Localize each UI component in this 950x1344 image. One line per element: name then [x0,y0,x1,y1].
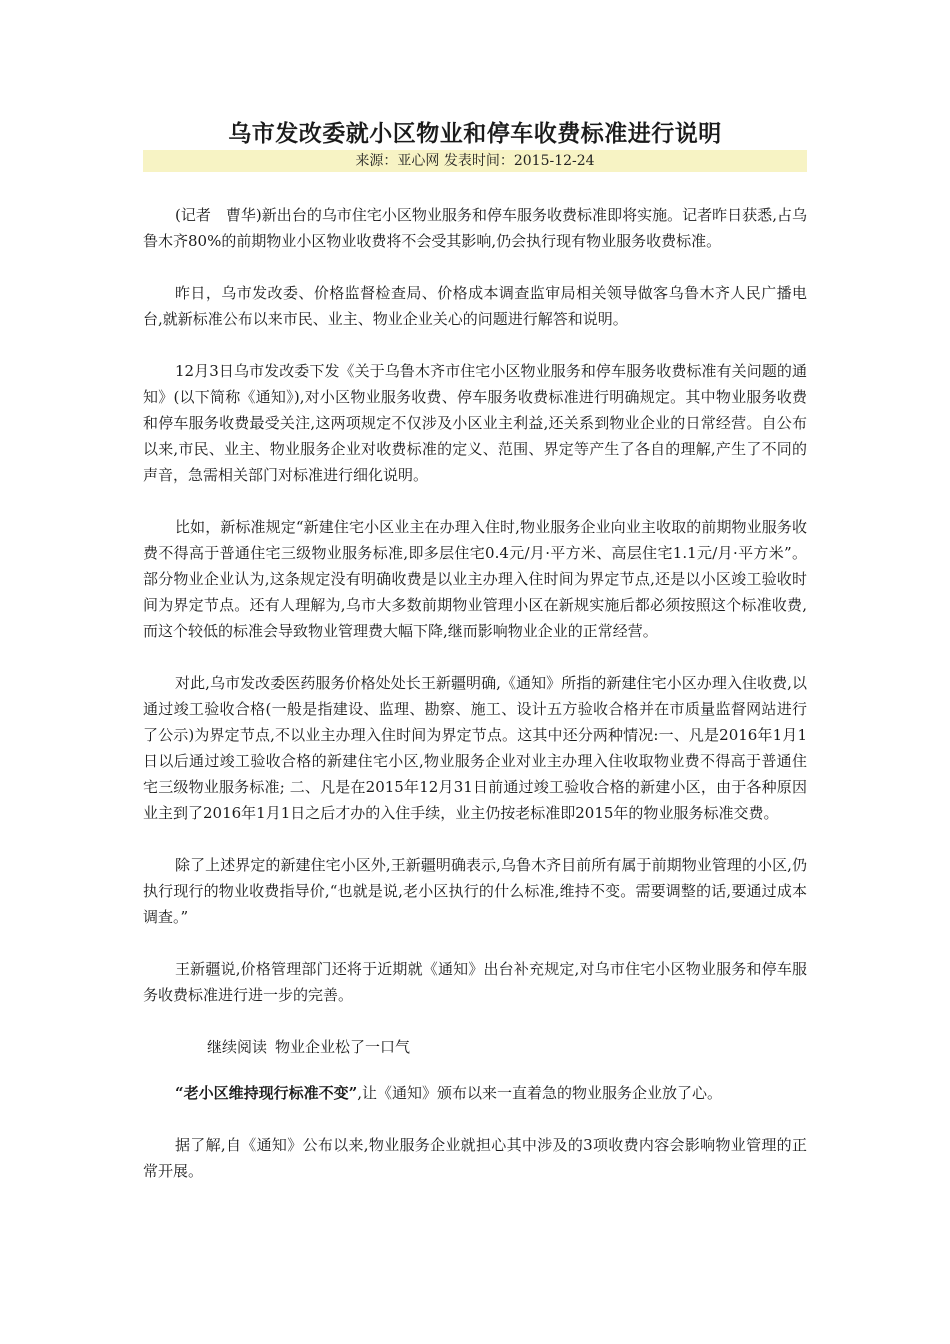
paragraph-1: (记者 曹华)新出台的乌市住宅小区物业服务和停车服务收费标准即将实施。记者昨日获悉,占乌鲁木齐80%的前期物业小区物业收费将不会受其影响,仍会执行现有物业服务收费标准。 [143,206,807,250]
article-title: 乌市发改委就小区物业和停车收费标准进行说明 [228,120,722,147]
paragraph-3: 12月3日乌市发改委下发《关于乌鲁木齐市住宅小区物业服务和停车服务收费标准有关问题的通知》(以下简称《通知》),对小区物业服务收费、停车服务收费标准进行明确规定。其中物业服务收费和停车服务收费最受关注,这两项规定不仅涉及小区业主利益,还关系到物业企业的日常经营。自公布以来,市民、业主、物业服务企业对收费标准的定义、范围、界定等产生了各自的理解,产生了不同的声音，急需相关部门对标准进行细化说明。 [143,362,807,484]
final-paragraph: 据了解,自《通知》公布以来,物业服务企业就担心其中涉及的3项收费内容会影响物业管理的正常开展。 [143,1136,807,1180]
article-meta: 来源：亚心网 发表时间：2015-12-24 [143,150,807,172]
article [143,118,807,1210]
continue-reading-label: 继续阅读 [207,1038,268,1056]
continue-reading [143,1034,807,1060]
highlight-paragraph [143,1080,807,1106]
paragraph-4: 比如，新标准规定“新建住宅小区业主在办理入住时,物业服务企业向业主收取的前期物业服务收费不得高于普通住宅三级物业服务标准,即多层住宅0.4元/月·平方米、高层住宅1.1元/月·平方米”。部分物业企业认为,这条规定没有明确收费是以业主办理入住时间为界定节点,还是以小区竣工验收时间为界定节点。还有人理解为,乌市大多数前期物业管理小区在新规实施后都必须按照这个标准收费,而这个较低的标准会导致物业管理费大幅下降,继而影响物业企业的正常经营。 [143,518,807,640]
paragraph-6: 除了上述界定的新建住宅小区外,王新疆明确表示,乌鲁木齐目前所有属于前期物业管理的小区,仍执行现行的物业收费指导价,“也就是说,老小区执行的什么标准,维持不变。需要调整的话,要通过成本调查。” [143,856,807,926]
continue-reading-title: 物业企业松了一口气 [275,1038,411,1056]
highlight-quote: “老小区维持现行标准不变” [175,1084,358,1102]
paragraph-7: 王新疆说,价格管理部门还将于近期就《通知》出台补充规定,对乌市住宅小区物业服务和停车服务收费标准进行进一步的完善。 [143,960,807,1004]
paragraph-5: 对此,乌市发改委医药服务价格处处长王新疆明确,《通知》所指的新建住宅小区办理入住收费,以通过竣工验收合格(一般是指建设、监理、勘察、施工、设计五方验收合格并在市质量监督网站进行了公示)为界定节点,不以业主办理入住时间为界定节点。这其中还分两种情况:一、凡是2016年1月1日以后通过竣工验收合格的新建住宅小区,物业服务企业对业主办理入住收取物业费不得高于普通住宅三级物业服务标准; 二、凡是在2015年12月31日前通过竣工验收合格的新建小区，由于各种原因业主到了2016年1月1日之后才办的入住手续，业主仍按老标准即2015年的物业服务标准交费。 [143,674,807,822]
article-body [143,202,807,1184]
paragraph-2: 昨日，乌市发改委、价格监督检查局、价格成本调查监审局相关领导做客乌鲁木齐人民广播电台,就新标准公布以来市民、业主、物业企业关心的问题进行解答和说明。 [143,284,807,328]
highlight-rest: ,让《通知》颁布以来一直着急的物业服务企业放了心。 [357,1084,723,1102]
